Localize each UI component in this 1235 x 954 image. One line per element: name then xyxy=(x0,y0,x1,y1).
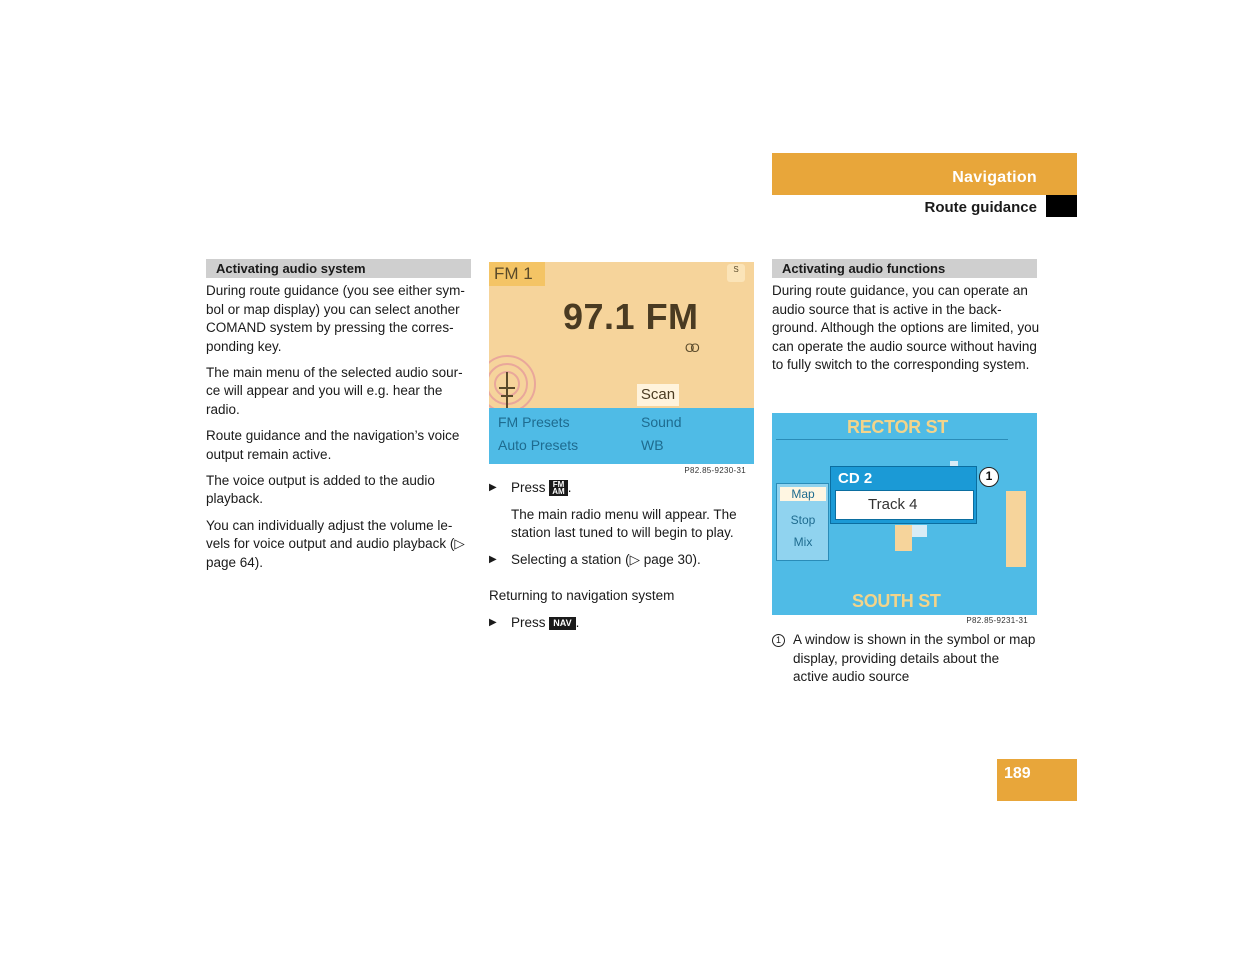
map-block xyxy=(895,525,912,551)
nav-screen-image xyxy=(772,413,1037,615)
step-press-nav xyxy=(489,614,754,633)
figure-caption: P82.85-9230-31 xyxy=(684,466,746,475)
step-press-fm xyxy=(489,479,754,498)
bullet-icon: ▶ xyxy=(489,553,497,565)
step-select-station: ▶ Selecting a station (▷ page 30). xyxy=(489,551,754,570)
map-block xyxy=(912,525,927,537)
heading-activating-audio-system: Activating audio system xyxy=(206,259,471,278)
band-label: FM 1 xyxy=(489,262,545,286)
page-number: 189 xyxy=(1004,765,1031,782)
step-text: Press NAV . xyxy=(511,614,580,630)
nav-key-icon: NAV xyxy=(549,617,575,630)
signal-icon: S xyxy=(727,264,745,282)
paragraph: The main menu of the selected audio sour-ce will appear and you will e.g. hear the radio. xyxy=(206,364,463,418)
section-title: Navigation xyxy=(952,169,1037,186)
callout-marker: 1 xyxy=(979,467,999,487)
legend-item xyxy=(772,631,1037,687)
page-number-tab xyxy=(997,759,1077,801)
middle-column-steps xyxy=(489,479,754,633)
fm-am-key-icon: FM AM xyxy=(549,480,567,496)
step-text: Press FM AM . xyxy=(511,480,572,497)
radio-display xyxy=(489,262,754,408)
audio-source-label: CD 2 xyxy=(838,470,873,487)
map-road-segment xyxy=(1006,491,1026,567)
paragraph: The voice output is added to the audio playback. xyxy=(206,472,435,507)
antenna-icon xyxy=(489,342,549,408)
bullet-icon: ▶ xyxy=(489,616,497,628)
header-marker xyxy=(1046,195,1077,217)
radio-screen-image xyxy=(489,262,754,464)
right-paragraph: During route guidance, you can operate an audio source that is active in the back-ground. Although the options are limited, you can operate the audio source without having to fully switch to the corresponding system. xyxy=(772,283,1040,373)
menu-stop: Stop xyxy=(790,513,816,527)
header-bar xyxy=(772,153,1077,195)
menu-auto-presets: Auto Presets xyxy=(498,437,579,453)
paragraph: You can individually adjust the volume le-vels for voice output and audio playback (▷ page 64). xyxy=(206,517,465,570)
figure-caption: P82.85-9231-31 xyxy=(966,616,1028,625)
heading-activating-audio-functions: Activating audio functions xyxy=(772,259,1037,278)
menu-wb: WB xyxy=(641,437,664,453)
frequency-display: 97.1 FM xyxy=(563,296,699,337)
menu-mix: Mix xyxy=(793,535,813,549)
step-result: The main radio menu will appear. The station last tuned to will begin to play. xyxy=(511,506,737,541)
scan-button: Scan xyxy=(637,384,679,406)
left-column-text xyxy=(206,282,474,580)
nav-side-menu xyxy=(776,483,829,561)
street-label-bottom: SOUTH ST xyxy=(852,591,941,611)
return-heading: Returning to navigation system xyxy=(489,588,675,604)
menu-map: Map xyxy=(780,487,826,501)
legend-text: A window is shown in the symbol or map display, providing details about the active audio source xyxy=(793,632,1036,685)
menu-sound: Sound xyxy=(641,414,682,430)
subsection-title: Route guidance xyxy=(924,199,1037,216)
legend-number: 1 xyxy=(772,634,785,647)
stereo-icon: OO xyxy=(685,341,696,355)
paragraph: Route guidance and the navigation’s voice output remain active. xyxy=(206,428,460,462)
radio-menu xyxy=(489,408,754,464)
audio-source-window xyxy=(830,466,977,524)
bullet-icon: ▶ xyxy=(489,482,497,493)
street-label-top: RECTOR ST xyxy=(847,417,948,437)
track-label: Track 4 xyxy=(835,490,974,520)
menu-fm-presets: FM Presets xyxy=(498,414,570,430)
paragraph: During route guidance (you see either sym-bol or map display) you can select another COMAND system by pressing the corres-ponding key. xyxy=(206,283,465,354)
street-line xyxy=(776,439,1008,440)
